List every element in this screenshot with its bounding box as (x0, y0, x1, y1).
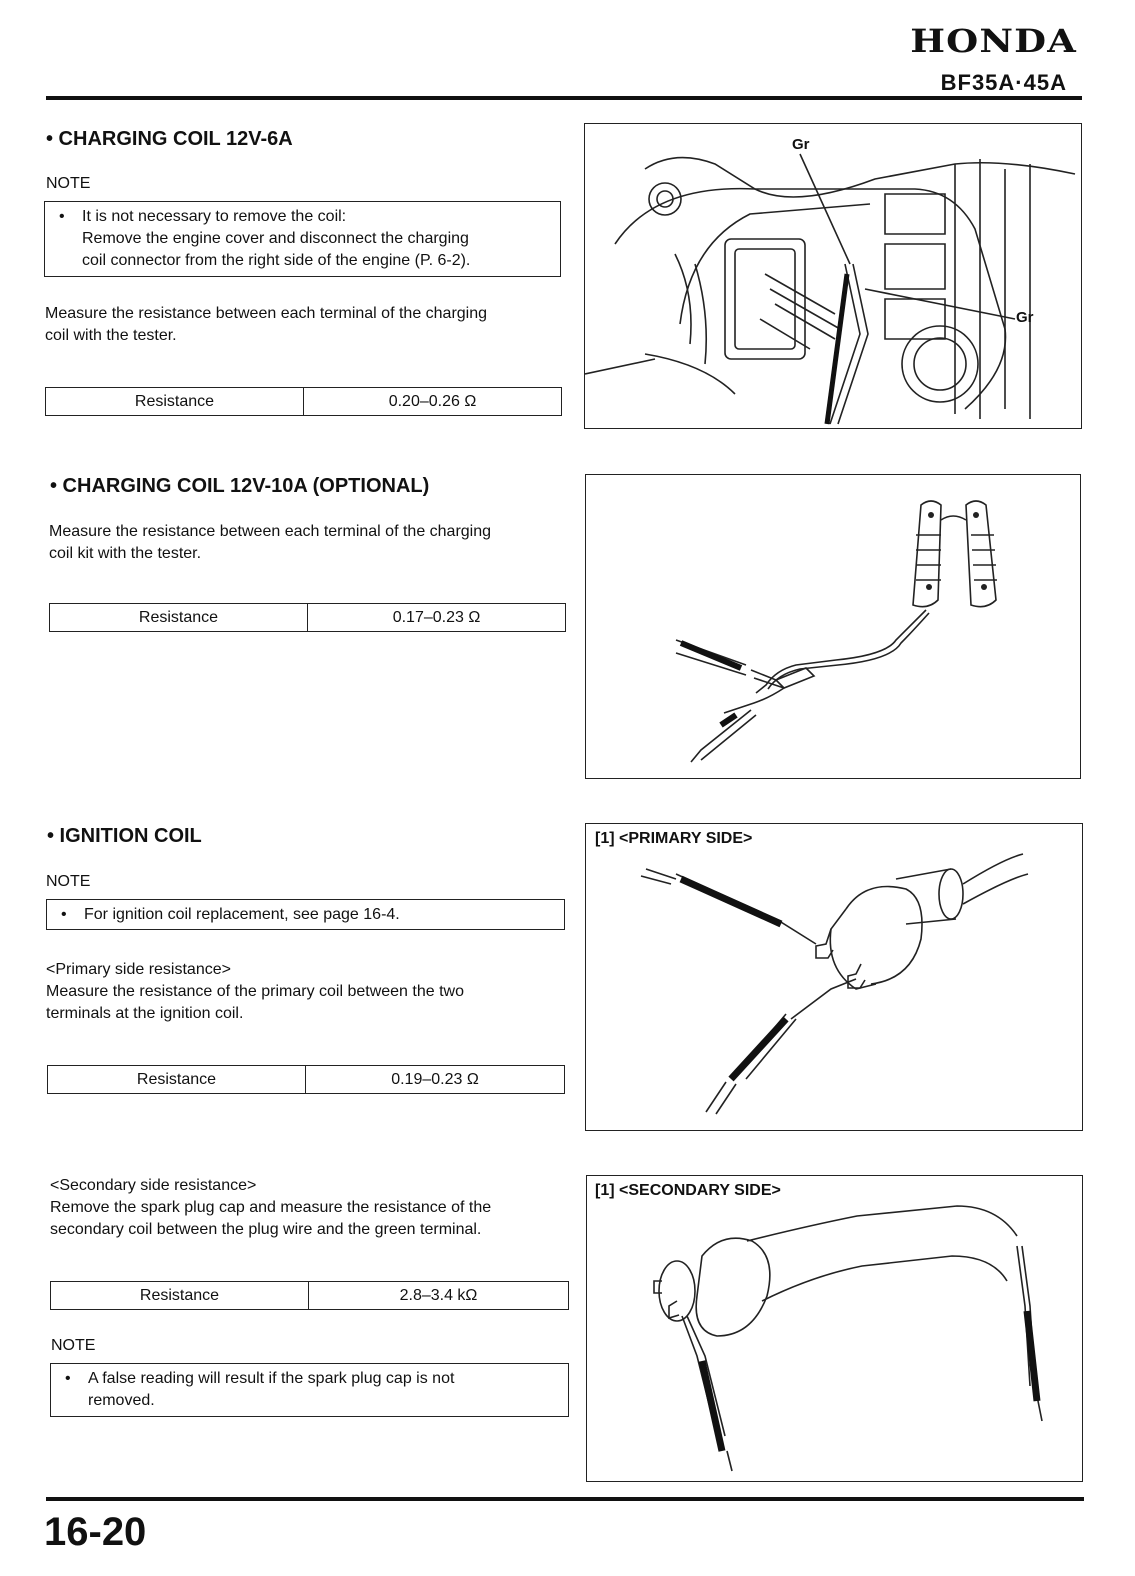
figure-charging-coil-kit (585, 474, 1081, 779)
wire-label-gr-right: Gr (1016, 309, 1034, 326)
note-box (46, 899, 565, 930)
note-line: A false reading will result if the spark plug cap is not (88, 1370, 455, 1387)
resistance-label: Resistance (51, 1282, 309, 1309)
note-line: For ignition coil replacement, see page 16-4. (84, 906, 400, 923)
resistance-value: 2.8–3.4 kΩ (399, 1286, 478, 1304)
note-label: NOTE (46, 873, 91, 890)
note-line: removed. (88, 1392, 155, 1409)
note-line: Remove the engine cover and disconnect the charging (82, 230, 469, 247)
resistance-table (50, 1281, 569, 1310)
page-number: 16-20 (44, 1510, 147, 1554)
note-line: It is not necessary to remove the coil: (82, 208, 347, 225)
resistance-label: Resistance (50, 604, 308, 631)
figure-caption-secondary: [1] <SECONDARY SIDE> (595, 1182, 781, 1199)
instruction-line: Measure the resistance between each terminal of the charging (49, 523, 492, 540)
note-box (50, 1363, 569, 1417)
wire-label-gr-top: Gr (792, 136, 810, 153)
footer-rule (46, 1497, 1084, 1501)
figure-secondary-side (586, 1175, 1083, 1482)
figure-charging-coil-connector (584, 123, 1082, 429)
instruction-line: Measure the resistance of the primary coil between the two (46, 983, 464, 1000)
resistance-table (45, 387, 562, 416)
brand-logo: HONDA (910, 22, 1077, 60)
resistance-value: 0.17–0.23 Ω (392, 608, 481, 626)
instruction-line: coil with the tester. (45, 327, 177, 344)
resistance-label: Resistance (46, 388, 304, 415)
note-label: NOTE (51, 1337, 96, 1354)
header-rule (46, 96, 1082, 100)
instruction-line: Measure the resistance between each terminal of the charging (45, 305, 488, 322)
primary-side-drawing (586, 824, 1084, 1132)
figure-caption-primary: [1] <PRIMARY SIDE> (595, 830, 753, 847)
figure-primary-side (585, 823, 1083, 1131)
coil-kit-drawing (586, 475, 1082, 780)
model-name: BF35A·45A (940, 70, 1067, 95)
bullet: • (59, 208, 65, 225)
note-label: NOTE (46, 175, 91, 192)
note-box (44, 201, 561, 277)
section-title-charging-6a: • CHARGING COIL 12V-6A (46, 128, 293, 150)
subheading-secondary: <Secondary side resistance> (50, 1177, 257, 1194)
bullet: • (61, 906, 67, 923)
resistance-label: Resistance (48, 1066, 306, 1093)
resistance-table (49, 603, 566, 632)
engine-drawing (585, 124, 1083, 430)
subheading-primary: <Primary side resistance> (46, 961, 231, 978)
instruction-line: secondary coil between the plug wire and the green terminal. (50, 1221, 482, 1238)
resistance-value: 0.20–0.26 Ω (388, 392, 477, 410)
instruction-line: coil kit with the tester. (49, 545, 202, 562)
resistance-value: 0.19–0.23 Ω (391, 1070, 479, 1088)
secondary-side-drawing (587, 1176, 1084, 1483)
instruction-line: terminals at the ignition coil. (46, 1005, 244, 1022)
note-line: coil connector from the right side of the engine (P. 6-2). (82, 252, 471, 269)
bullet: • (65, 1370, 71, 1387)
section-title-ignition-coil: • IGNITION COIL (47, 825, 202, 847)
instruction-line: Remove the spark plug cap and measure the resistance of the (50, 1199, 492, 1216)
resistance-table (47, 1065, 565, 1094)
section-title-charging-10a: • CHARGING COIL 12V-10A (OPTIONAL) (50, 475, 430, 497)
